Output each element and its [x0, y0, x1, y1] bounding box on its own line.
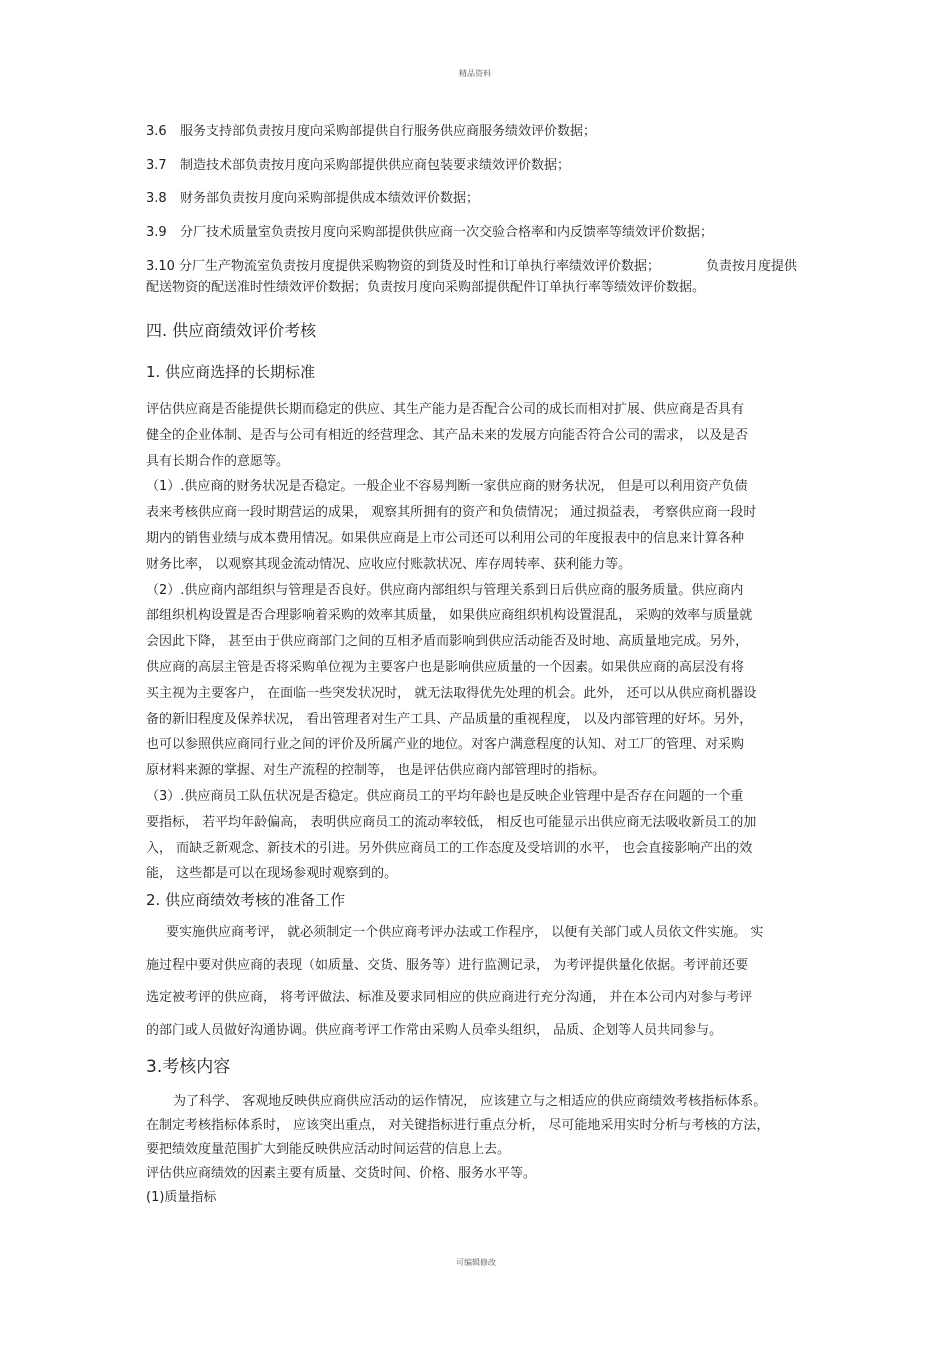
paragraph-line: 的部门或人员做好沟通协调。供应商考评工作常由采购人员牵头组织， 品质、企划等人员共同参与。: [146, 1022, 723, 1038]
list-item: [146, 255, 660, 274]
paragraph-line: 评估供应商绩效的因素主要有质量、交货时间、价格、服务水平等。: [146, 1166, 537, 1181]
paragraph-line: 也可以参照供应商同行业之间的评价及所属产业的地位。对客户满意程度的认知、对工厂的管理、对采购: [146, 737, 745, 753]
item-text-continued: 负责按月度提供: [706, 259, 798, 274]
paragraph-line: 会因此下降， 甚至由于供应商部门之间的互相矛盾而影响到供应活动能否及时地、高质量地完成。另外，: [146, 634, 749, 650]
paragraph-line: 部组织机构设置是否合理影响着采购的效率其质量， 如果供应商组织机构设置混乱， 采购的效率与质量就: [146, 608, 753, 624]
item-text: 分厂技术质量室负责按月度向采购部提供供应商一次交验合格率和内反馈率等绩效评价数据；: [180, 225, 714, 240]
paragraph-line: 健全的企业体制、是否与公司有相近的经营理念、其产品未来的发展方向能否符合公司的需求， 以及是否: [146, 427, 749, 443]
paragraph-line: （2）.供应商内部组织与管理是否良好。供应商内部组织与管理关系到日后供应商的服务质量。供应商内: [146, 582, 744, 598]
list-item: [146, 221, 713, 240]
item-number: 3.10: [146, 259, 175, 274]
item-text: 财务部负责按月度向采购部提供成本绩效评价数据；: [180, 191, 480, 206]
item-number: 3.6: [146, 124, 167, 139]
list-item: [146, 187, 479, 206]
paragraph-line: 施过程中要对供应商的表现（如质量、交货、服务等）进行监测记录， 为考评提供量化依据。考评前还要: [146, 957, 749, 973]
page-header: 精品资料: [459, 69, 491, 78]
subsection-title: 1. 供应商选择的长期标准: [146, 363, 316, 381]
page-footer: 可编辑修改: [456, 1258, 496, 1267]
item-text-line2: 配送物资的配送准时性绩效评价数据；负责按月度向采购部提供配件订单执行率等绩效评价数据。: [146, 280, 706, 295]
paragraph-line: 表来考核供应商一段时期营运的成果， 观察其所拥有的资产和负债情况； 通过损益表， 考察供应商一段时: [146, 505, 757, 521]
item-text: 分厂生产物流室负责按月度提供采购物资的到货及时性和订单执行率绩效评价数据；: [179, 259, 661, 274]
paragraph-line: 原材料来源的掌握、对生产流程的控制等， 也是评估供应商内部管理时的指标。: [146, 763, 606, 779]
paragraph-line: （1）.供应商的财务状况是否稳定。一般企业不容易判断一家供应商的财务状况， 但是可以利用资产负债: [146, 479, 748, 495]
paragraph-line: 供应商的高层主管是否将采购单位视为主要客户也是影响供应质量的一个因素。如果供应商的高层没有将: [146, 660, 745, 675]
paragraph-line: 在制定考核指标体系时， 应该突出重点， 对关键指标进行重点分析， 尽可能地采用实时分析与考核的方法，: [146, 1118, 770, 1133]
item-number: 3.9: [146, 225, 167, 240]
paragraph-line: 入， 而缺乏新观念、新技术的引进。另外供应商员工的工作态度及受培训的水平， 也会直接影响产出的效: [146, 840, 753, 856]
list-item: [146, 120, 596, 139]
paragraph-line: 备的新旧程度及保养状况， 看出管理者对生产工具、产品质量的重视程度， 以及内部管理的好坏。另外，: [146, 711, 753, 727]
item-number: 3.8: [146, 191, 167, 206]
paragraph-line: 要指标， 若平均年龄偏高， 表明供应商员工的流动率较低， 相反也可能显示出供应商无法吸收新员工的加: [146, 814, 757, 830]
paragraph-line: (1)质量指标: [146, 1190, 217, 1205]
item-text: 制造技术部负责按月度向采购部提供供应商包装要求绩效评价数据；: [180, 158, 571, 173]
paragraph-line: 要实施供应商考评， 就必须制定一个供应商考评办法或工作程序， 以便有关部门或人员依文件实施。 实: [166, 925, 764, 940]
paragraph-line: 要把绩效度量范围扩大到能反映供应活动时间运营的信息上去。: [146, 1142, 511, 1157]
paragraph-line: 评估供应商是否能提供长期而稳定的供应、其生产能力是否配合公司的成长而相对扩展、供应商是否具有: [146, 402, 745, 417]
item-text: 服务支持部负责按月度向采购部提供自行服务供应商服务绩效评价数据；: [180, 124, 597, 139]
subsection-title: 2. 供应商绩效考核的准备工作: [146, 891, 346, 909]
paragraph-line: 财务比率， 以观察其现金流动情况、应收应付账款状况、库存周转率、获利能力等。: [146, 556, 632, 572]
paragraph-line: 能， 这些都是可以在现场参观时观察到的。: [146, 866, 398, 882]
subsection-title: 3.考核内容: [146, 1057, 231, 1077]
paragraph-line: 为了科学、 客观地反映供应商供应活动的运作情况， 应该建立与之相适应的供应商绩效考核指标体系。: [173, 1094, 767, 1109]
paragraph-line: 选定被考评的供应商， 将考评做法、标准及要求同相应的供应商进行充分沟通， 并在本公司内对参与考评: [146, 990, 753, 1005]
item-number: 3.7: [146, 158, 167, 173]
list-item: [146, 154, 570, 173]
section-title: 四. 供应商绩效评价考核: [146, 321, 317, 340]
paragraph-line: 具有长期合作的意愿等。: [146, 453, 290, 469]
paragraph-line: （3）.供应商员工队伍状况是否稳定。供应商员工的平均年龄也是反映企业管理中是否存在问题的一个重: [146, 789, 744, 804]
paragraph-line: 期内的销售业绩与成本费用情况。如果供应商是上市公司还可以利用公司的年度报表中的信息来计算各种: [146, 531, 745, 546]
paragraph-line: 买主视为主要客户， 在面临一些突发状况时， 就无法取得优先处理的机会。此外， 还可以从供应商机器设: [146, 685, 757, 701]
